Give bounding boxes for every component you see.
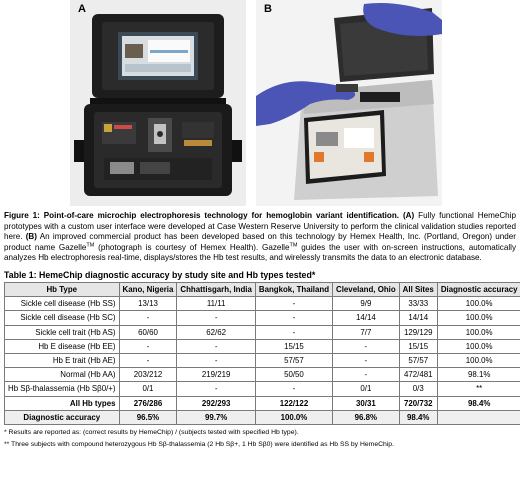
- caption-b-text-2: (photograph is courtesy of Hemex Health). Gazelle: [98, 242, 290, 252]
- panel-a-letter: A: [78, 3, 86, 15]
- table-cell: -: [255, 325, 332, 339]
- table-cell: 60/60: [119, 325, 177, 339]
- table-row: [5, 311, 520, 325]
- table-row: [5, 368, 520, 382]
- caption-b-tm1: TM: [86, 242, 95, 249]
- table-cell: 7/7: [333, 325, 400, 339]
- table-cell: 276/286: [119, 396, 177, 410]
- figure-panel-b: [256, 0, 442, 206]
- table-cell: -: [119, 339, 177, 353]
- table-row: [5, 353, 520, 367]
- table-cell: 98.4%: [399, 410, 437, 424]
- table-cell: 15/15: [255, 339, 332, 353]
- table-cell: 15/15: [399, 339, 437, 353]
- table-cell: -: [177, 311, 255, 325]
- table-cell: 129/129: [399, 325, 437, 339]
- table-cell: 98.1%: [437, 368, 520, 382]
- header-all-sites: All Sites: [399, 283, 437, 297]
- table-cell: 13/13: [119, 297, 177, 311]
- table-cell: -: [333, 368, 400, 382]
- row-label: Diagnostic accuracy: [5, 410, 120, 424]
- footnote-2: ** Three subjects with compound heterozygous Hb Sβ-thalassemia (2 Hb Sβ+, 1 Hb Sβ0) were identified as Hb SS by HemeChip.: [4, 441, 394, 448]
- row-label: Hb E disease (Hb EE): [5, 339, 120, 353]
- table-cell: -: [255, 297, 332, 311]
- table-cell: 100.0%: [437, 325, 520, 339]
- table-row: [5, 382, 520, 396]
- row-label: Sickle cell disease (Hb SS): [5, 297, 120, 311]
- prototype-device-illustration: [70, 0, 246, 206]
- table-cell: 0/3: [399, 382, 437, 396]
- table-cell: 219/219: [177, 368, 255, 382]
- header-hb-type: Hb Type: [5, 283, 120, 297]
- table-cell: 0/1: [119, 382, 177, 396]
- table-cell: 14/14: [399, 311, 437, 325]
- table-cell: -: [255, 382, 332, 396]
- table-cell: -: [255, 311, 332, 325]
- figure-panel-a: [70, 0, 246, 206]
- row-label: All Hb types: [5, 396, 120, 410]
- row-label: Hb Sβ-thalassemia (Hb Sβ0/+): [5, 382, 120, 396]
- caption-lead: Figure 1: Point-of-care microchip electrophoresis technology for hemoglobin variant identification.: [4, 211, 400, 220]
- table-row: [5, 297, 520, 311]
- header-accuracy: Diagnostic accuracy: [437, 283, 520, 297]
- table-cell: -: [333, 353, 400, 367]
- table-cell: 100.0%: [437, 297, 520, 311]
- table-cell: -: [119, 353, 177, 367]
- row-label: Sickle cell trait (Hb AS): [5, 325, 120, 339]
- table-cell: -: [177, 353, 255, 367]
- table-cell: [437, 410, 520, 424]
- table-cell: 100.0%: [255, 410, 332, 424]
- caption-b-text-3: guides the user with on-screen instructions, automatically analyzes Hb electrophoresis real-time, displays/stores the Hb test results, and wirelessly transmits the data to an electronic database.: [4, 242, 516, 263]
- table-title: Table 1: HemeChip diagnostic accuracy by study site and Hb types tested*: [4, 270, 316, 280]
- figure-caption: [4, 211, 516, 264]
- table-cell: 96.8%: [333, 410, 400, 424]
- table-row: [5, 325, 520, 339]
- header-cleveland: Cleveland, Ohio: [333, 283, 400, 297]
- header-chhattisgarh: Chhattisgarh, India: [177, 283, 255, 297]
- footnote-1: * Results are reported as: (correct results by HemeChip) / (subjects tested with specified Hb type).: [4, 429, 299, 436]
- table-cell: 30/31: [333, 396, 400, 410]
- table-cell: 720/732: [399, 396, 437, 410]
- table-cell: 62/62: [177, 325, 255, 339]
- table-cell: 11/11: [177, 297, 255, 311]
- table-cell: 57/57: [399, 353, 437, 367]
- table-body: [5, 297, 520, 425]
- header-bangkok: Bangkok, Thailand: [255, 283, 332, 297]
- table-cell: 100.0%: [437, 311, 520, 325]
- table-cell: 100.0%: [437, 353, 520, 367]
- table-cell: 292/293: [177, 396, 255, 410]
- panel-b-letter: B: [264, 3, 272, 15]
- table-cell: 9/9: [333, 297, 400, 311]
- table-row: [5, 339, 520, 353]
- gazelle-device-illustration: [256, 0, 442, 206]
- table-cell: 203/212: [119, 368, 177, 382]
- row-label: Sickle cell disease (Hb SC): [5, 311, 120, 325]
- table-cell: 14/14: [333, 311, 400, 325]
- caption-b-tm2: TM: [289, 242, 298, 249]
- row-label: Hb E trait (Hb AE): [5, 353, 120, 367]
- accuracy-row: [5, 410, 520, 424]
- table-cell: 99.7%: [177, 410, 255, 424]
- table-cell: 33/33: [399, 297, 437, 311]
- table-cell: 122/122: [255, 396, 332, 410]
- table-cell: **: [437, 382, 520, 396]
- table-cell: -: [119, 311, 177, 325]
- table-cell: -: [177, 339, 255, 353]
- table-header-row: [5, 283, 520, 297]
- table-cell: 472/481: [399, 368, 437, 382]
- table-cell: -: [177, 382, 255, 396]
- table-cell: 100.0%: [437, 339, 520, 353]
- table-cell: 96.5%: [119, 410, 177, 424]
- table-row: [5, 396, 520, 410]
- header-kano: Kano, Nigeria: [119, 283, 177, 297]
- caption-a-text: Fully functional HemeChip prototypes with a custom user interface were developed at Case Western Reserve University to perform the clinical validation studies reported here.: [4, 211, 516, 242]
- accuracy-table: [4, 282, 520, 425]
- caption-a-tag: (A): [402, 211, 415, 220]
- table-cell: 50/50: [255, 368, 332, 382]
- table-cell: 0/1: [333, 382, 400, 396]
- table-cell: 57/57: [255, 353, 332, 367]
- caption-b-tag: (B): [25, 232, 37, 242]
- caption-b-text-1: An improved commercial product has been developed based on this technology by Hemex Health, Inc. (Portland, Oregon) under product name Gazelle: [4, 232, 516, 252]
- table-cell: 98.4%: [437, 396, 520, 410]
- table-cell: -: [333, 339, 400, 353]
- row-label: Normal (Hb AA): [5, 368, 120, 382]
